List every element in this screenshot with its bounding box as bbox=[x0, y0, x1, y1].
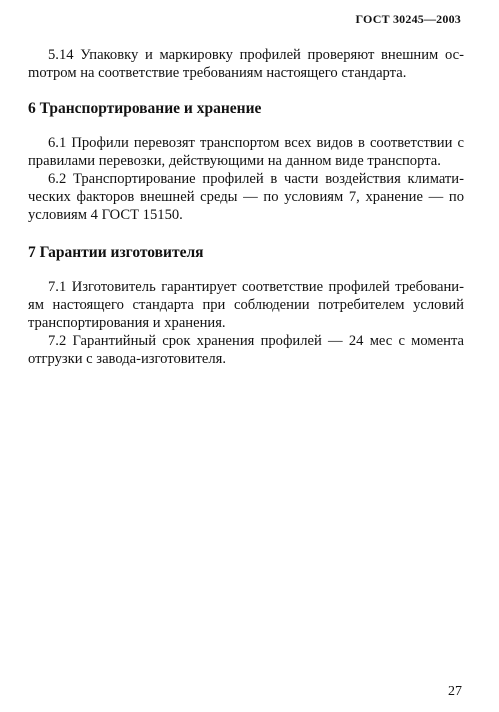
section-heading-6: 6 Транспортирование и хранение bbox=[28, 100, 262, 117]
paragraph-7-2: 7.2 Гарантийный срок хранения профилей — 24 мес с момента отгрузки с завода-изготовителя. bbox=[28, 333, 464, 367]
paragraph-7-1: 7.1 Изготовитель гарантирует соответствие профилей требованиям настоящего стандарта при соблюдении потребителем условий транспортирования и хранения. bbox=[28, 279, 464, 331]
paragraph-6-1: 6.1 Профили перевозят транспортом всех видов в соответствии с правилами перевозки, действующими на данном виде транспорта. bbox=[28, 135, 464, 169]
document-code-header: ГОСТ 30245—2003 bbox=[355, 12, 461, 26]
document-body bbox=[28, 46, 464, 368]
section-heading-7: 7 Гарантии изготовителя bbox=[28, 244, 204, 261]
paragraph-6-2: 6.2 Транспортирование профилей в части воздействия климатических факторов внешней среды — по условиям 7, хранение — по условиям 4 ГОСТ 15150. bbox=[28, 171, 464, 223]
page-number: 27 bbox=[448, 684, 462, 699]
paragraph-5-14: 5.14 Упаковку и маркировку профилей проверяют внешним осmотром на соответствие требованиям настоящего стандарта. bbox=[28, 47, 464, 81]
